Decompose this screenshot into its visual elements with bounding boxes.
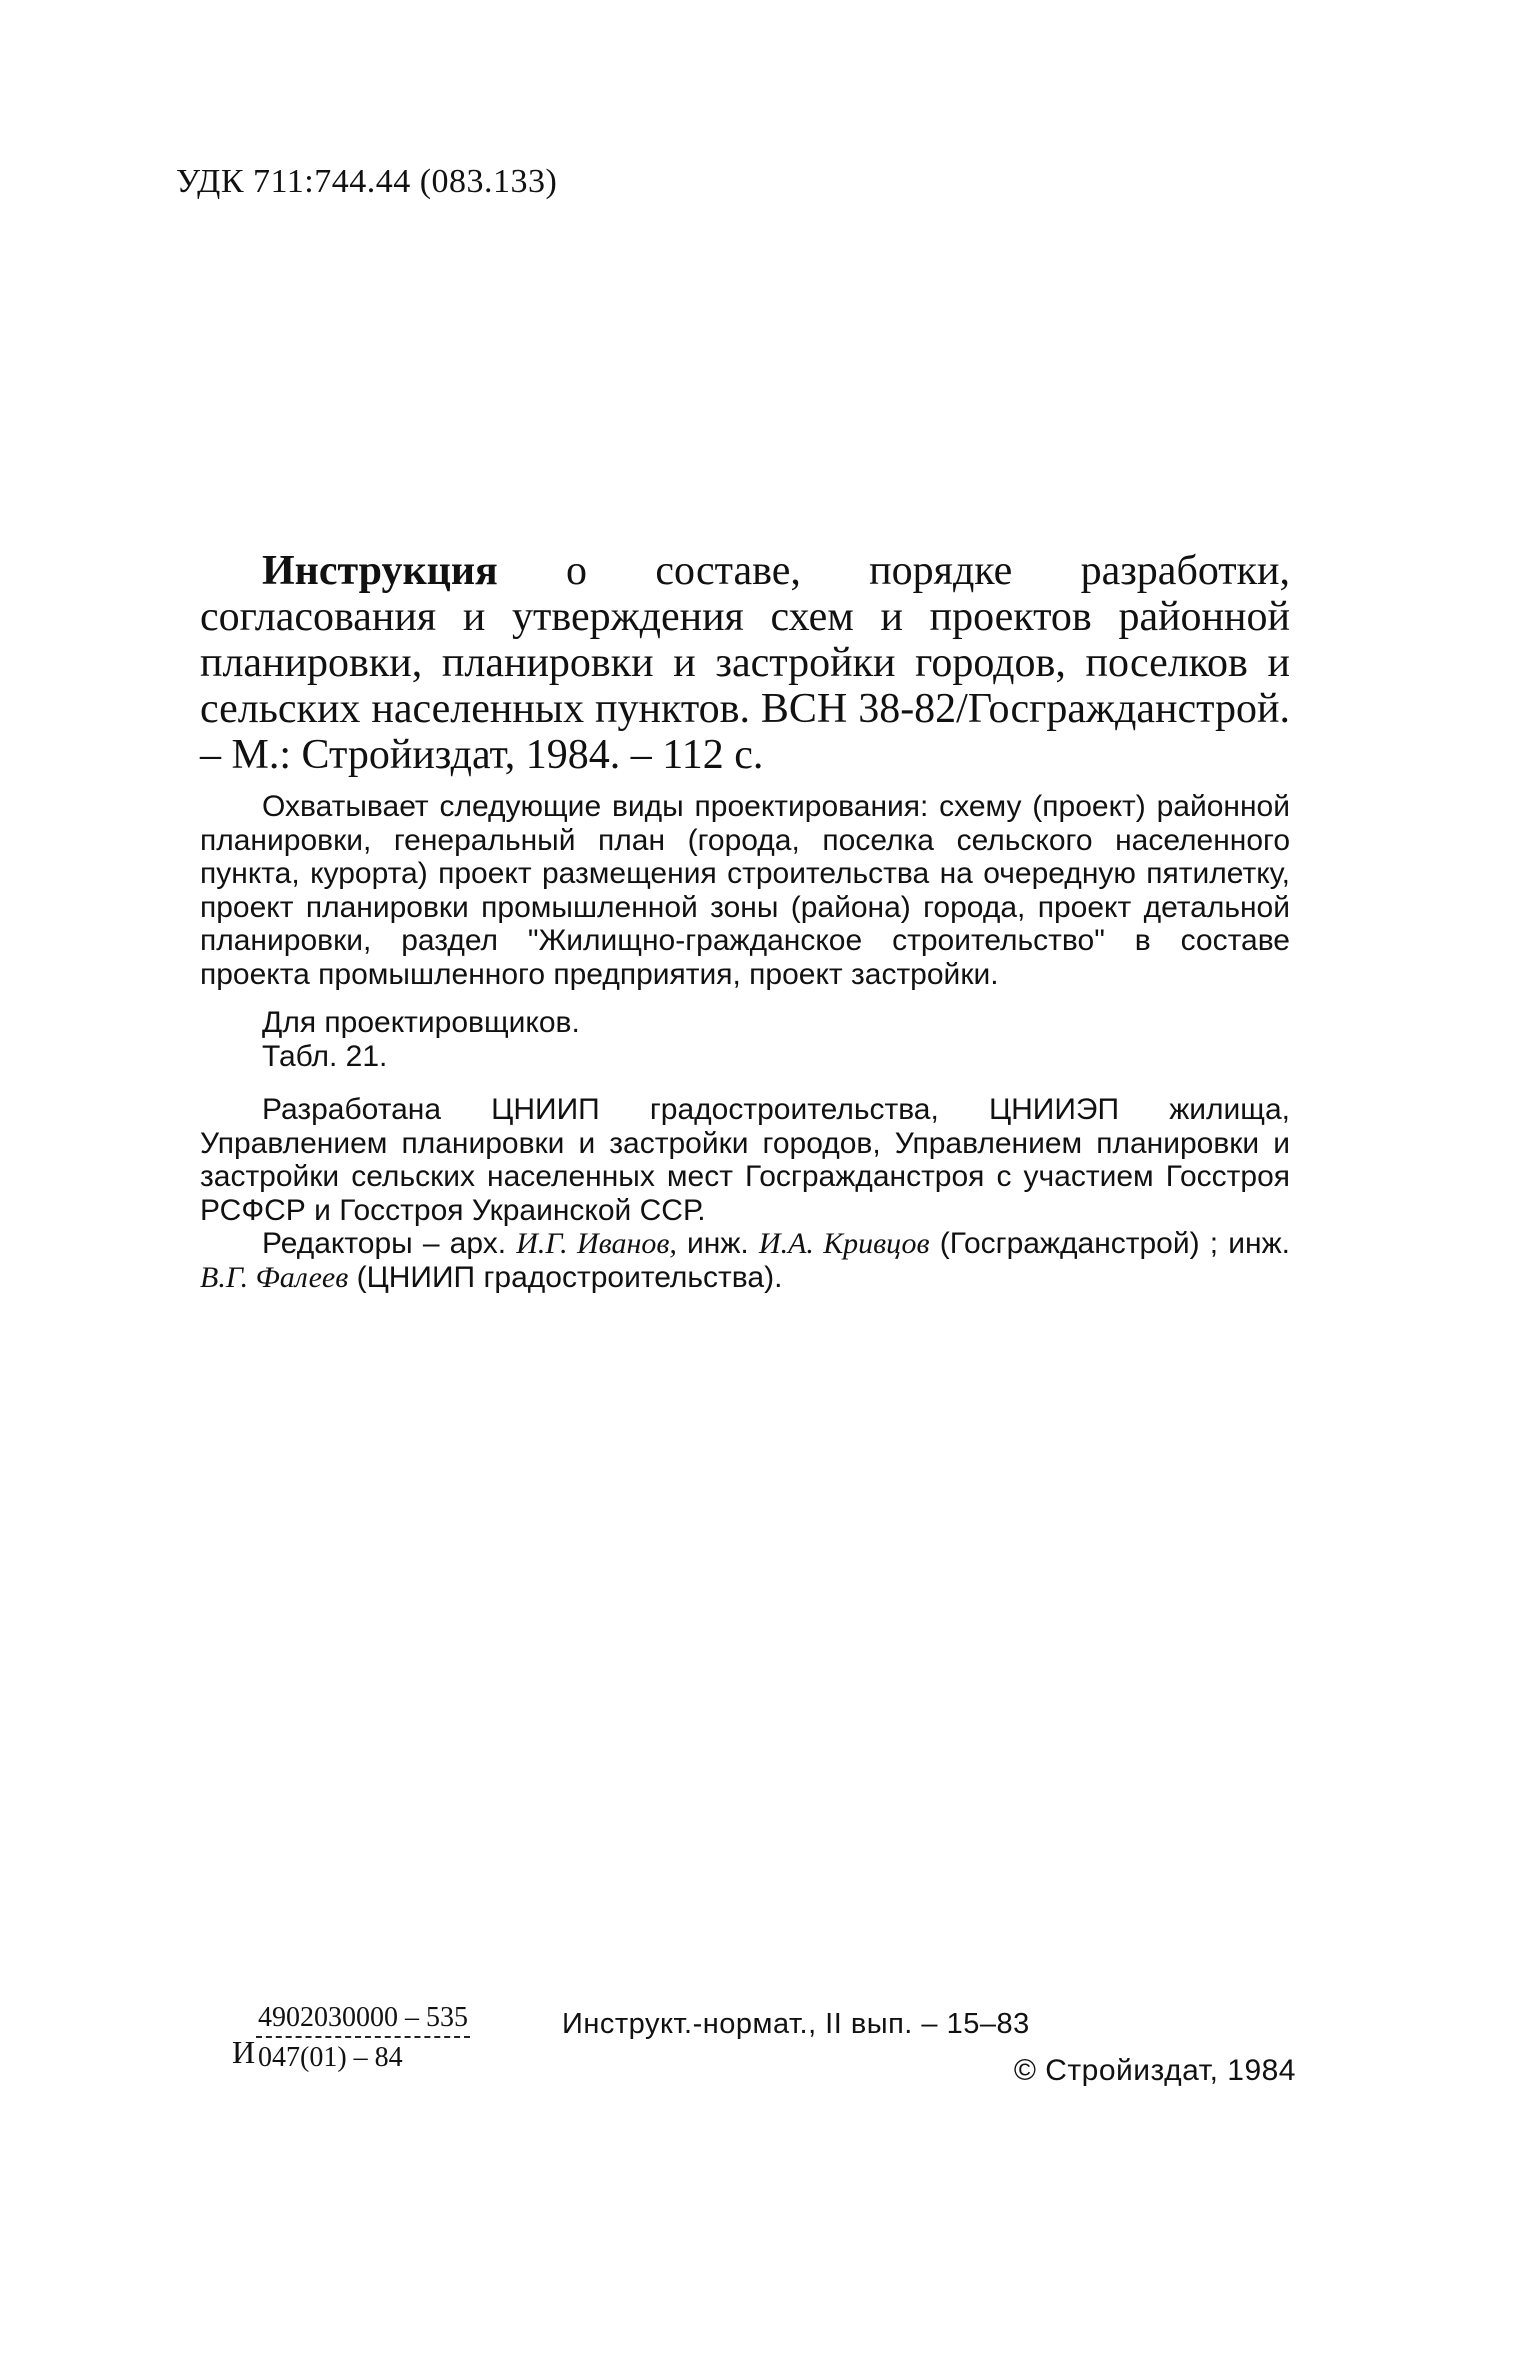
udc-code: УДК 711:744.44 (083.133) [176, 163, 558, 200]
audience-line: Для проектировщиков. [262, 1006, 580, 1039]
bibliographic-title-lead: Инструкция [262, 548, 498, 594]
imprint-block [232, 2000, 1296, 2100]
editors-line [200, 1227, 1290, 1294]
editors-text: (Госгражданстрой) ; инж. [929, 1227, 1290, 1260]
editors-text: (ЦНИИП градостроительства). [348, 1260, 783, 1294]
editor-name: В.Г. Фалеев [200, 1260, 349, 1294]
publication-index-letter: И [232, 2034, 256, 2070]
bibliographic-entry [200, 548, 1290, 778]
series-info: Инструкт.-нормат., II вып. – 15–83 [562, 2008, 1030, 2040]
abstract-text: Охватывает следующие виды проектирования: схему (проект) районной планировки, генеральный план (города, поселка сельского населенного пункта, курорта) проект размещения строительства на очередную пятилетку, проект планировки промышленной зоны (района) города, проект детальной планировки, раздел "Жилищно-гражданское строительство" в составе проекта промышленного предприятия, проект застройки. [200, 790, 1290, 991]
publication-index-numerator: 4902030000 – 535 [256, 2000, 470, 2038]
editor-name: И.А. Кривцов [758, 1227, 930, 1260]
bibliographic-title-rest: о составе, порядке разработки, согласования и утверждения схем и проектов районной планировки, планировки и застройки городов, поселков и сельских населенных пунктов. ВСН 38-82/Госгражданстрой. – М.: Стройиздат, 1984. – 112 с. [200, 548, 1290, 778]
editor-name: И.Г. Иванов, [516, 1227, 677, 1260]
editors-text: инж. [676, 1227, 759, 1260]
publication-index-denominator: 047(01) – 84 [258, 2042, 403, 2073]
publication-index [256, 2000, 470, 2078]
developed-by: Разработана ЦНИИП градостроительства, ЦНИИЭП жилища, Управлением планировки и застройки городов, Управлением планировки и застройки сельских населенных мест Госгражданстроя с участием Госстроя РСФСР и Госстроя Украинской ССР. [200, 1093, 1290, 1227]
copyright-notice: © Стройиздат, 1984 [1013, 2054, 1296, 2087]
tables-count: Табл. 21. [262, 1039, 388, 1073]
editors-prefix: Редакторы – арх. [262, 1227, 517, 1260]
annotation-block [200, 548, 1290, 1294]
